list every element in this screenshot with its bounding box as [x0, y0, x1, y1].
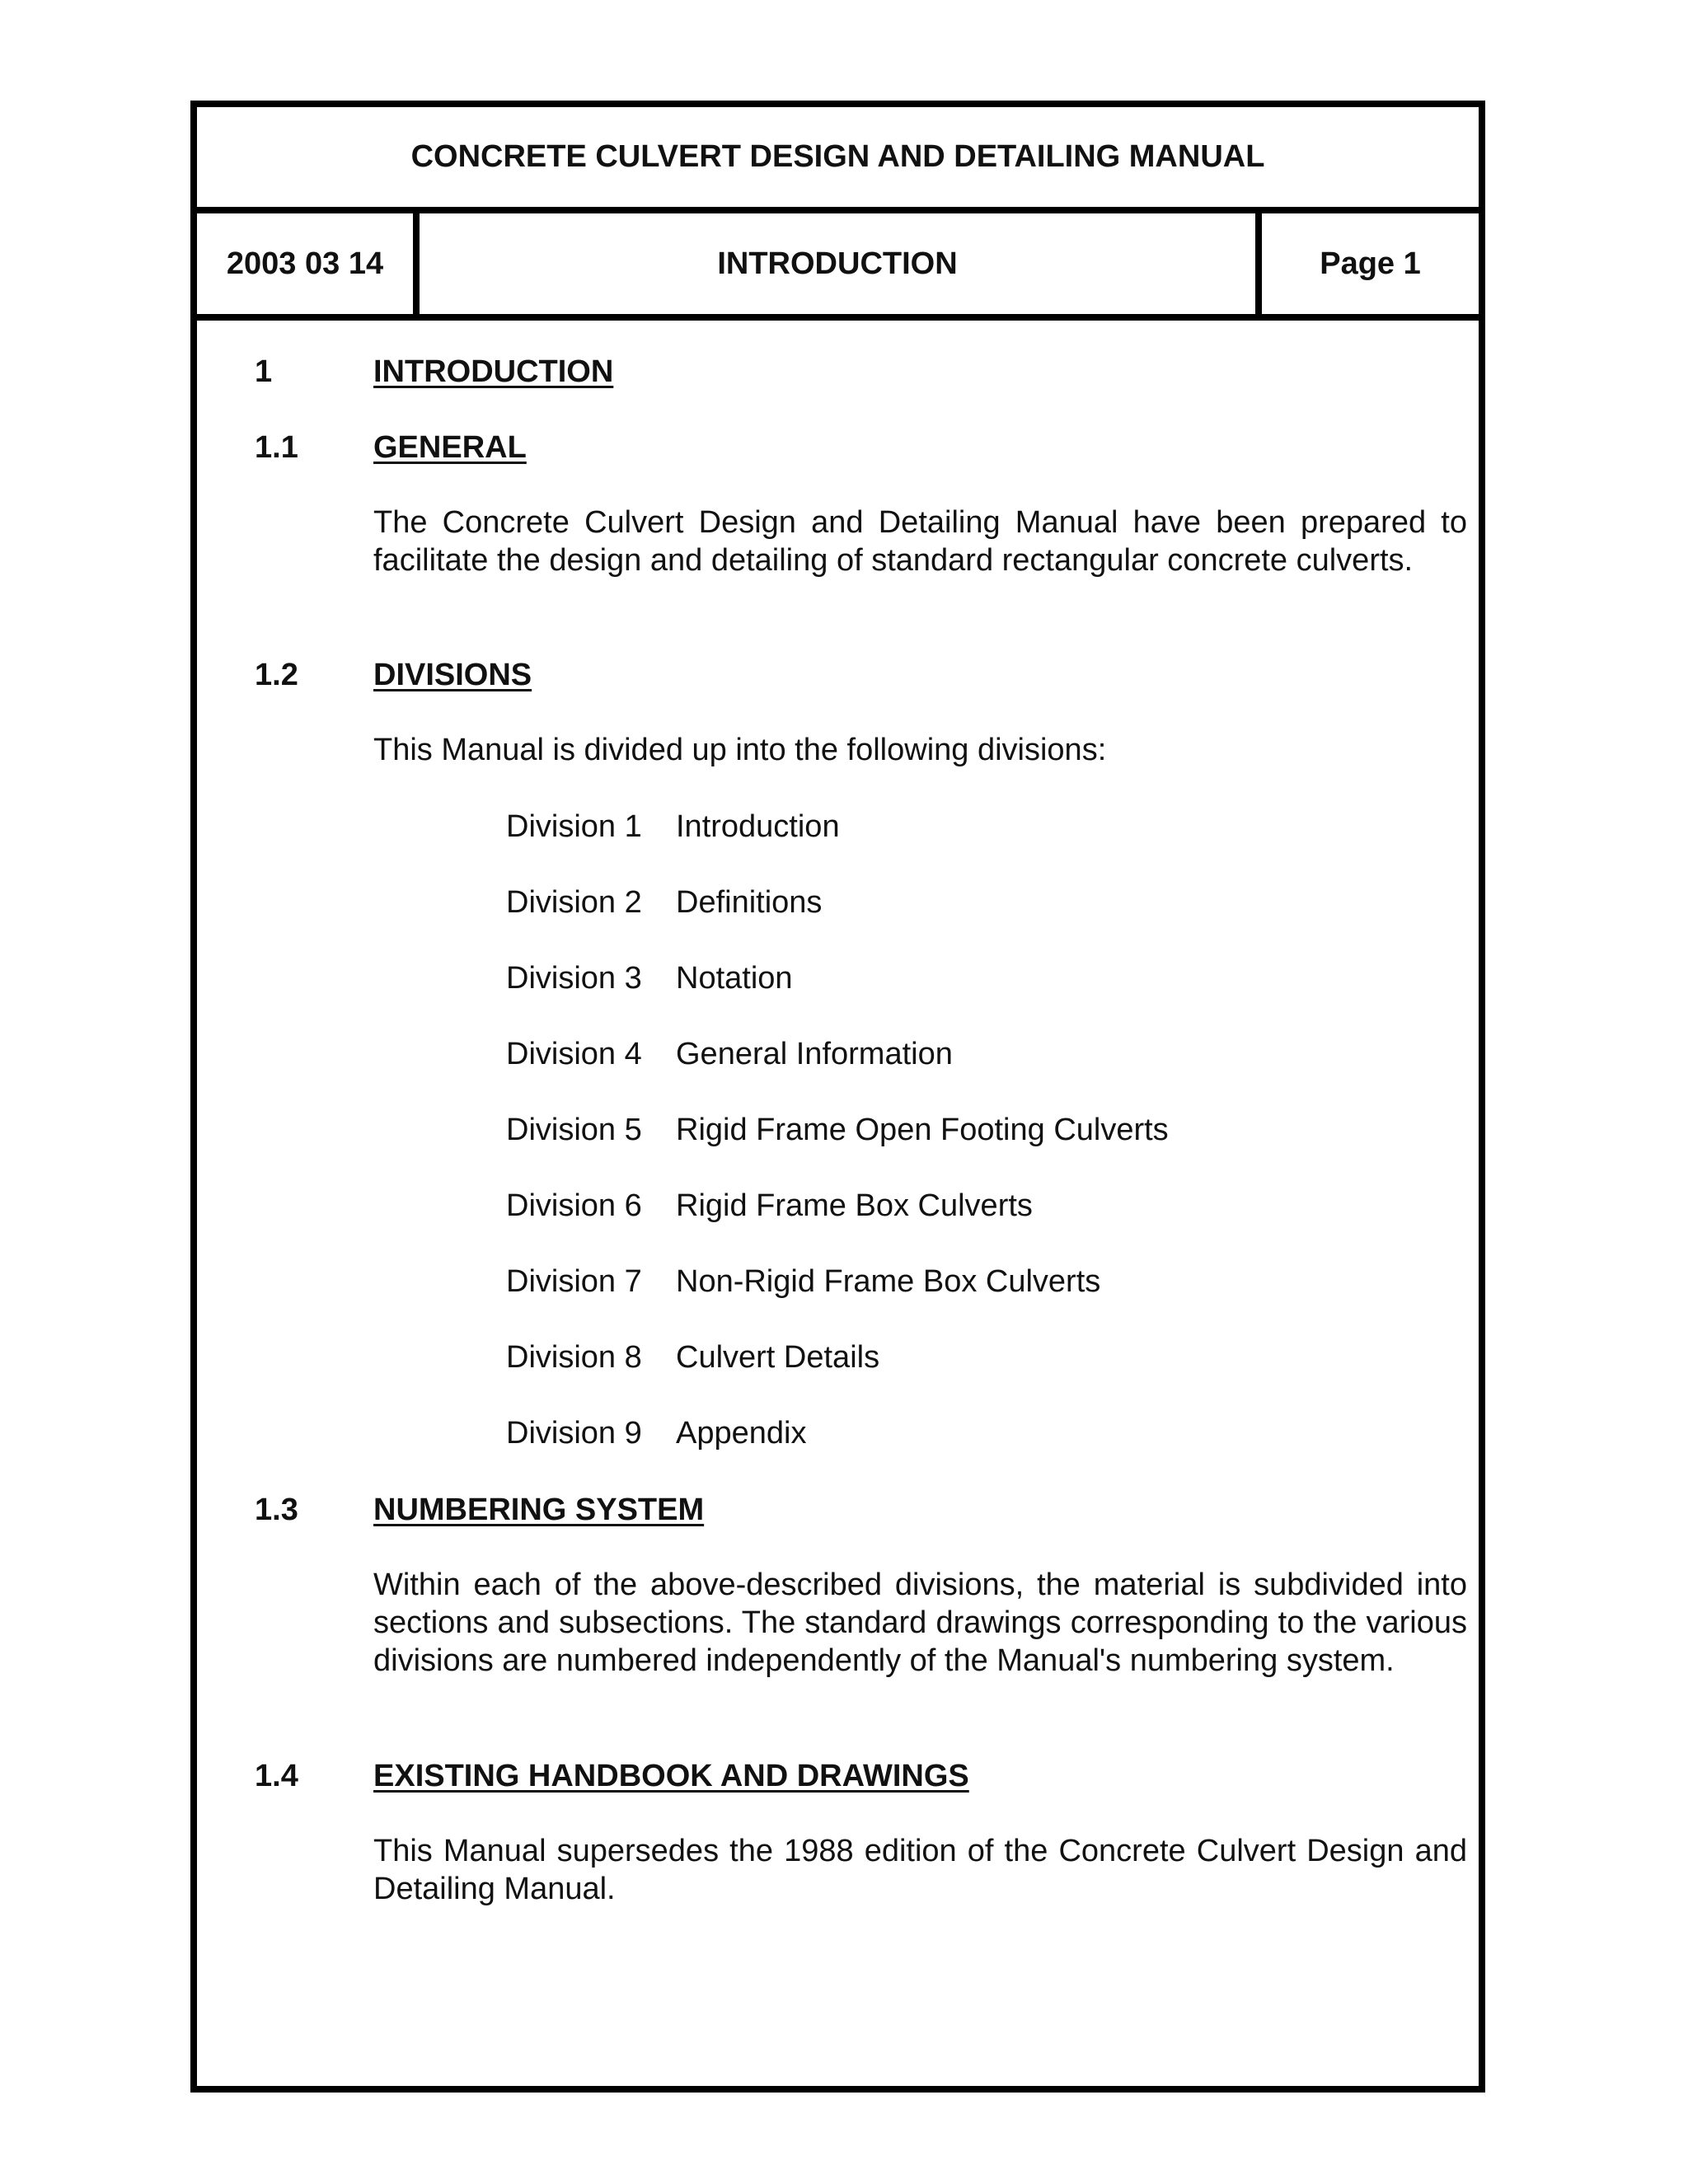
page-body — [197, 107, 1479, 2086]
division-label: Division 4 — [506, 1037, 642, 1071]
division-label: Division 6 — [506, 1188, 642, 1223]
section-paragraph: This Manual supersedes the 1988 edition of the Concrete Culvert Design and Detailing Manual. — [373, 1834, 1467, 1906]
division-label: Division 3 — [506, 961, 642, 996]
section-heading: GENERAL — [373, 430, 527, 465]
section-heading: NUMBERING SYSTEM — [373, 1493, 705, 1527]
section-number: 1.2 — [255, 658, 298, 692]
division-list-item — [506, 1113, 1169, 1148]
division-list-item — [506, 1037, 953, 1072]
division-name: Culvert Details — [676, 1340, 880, 1375]
division-name: Non-Rigid Frame Box Culverts — [676, 1264, 1101, 1299]
division-list-item — [506, 1264, 1100, 1300]
division-list-item — [506, 1188, 1033, 1224]
section-paragraph: Within each of the above-described divisions, the material is subdivided into sections and subsections. The standard drawings corresponding to the various divisions are numbered independently of the Manual's numbering system. — [373, 1568, 1467, 1678]
section-paragraph: The Concrete Culvert Design and Detailing Manual have been prepared to facilitate the design and detailing of standard rectangular concrete culverts. — [373, 505, 1467, 578]
division-name: Introduction — [676, 809, 840, 844]
section-paragraph: This Manual is divided up into the following divisions: — [373, 733, 1107, 767]
section-number: 1 — [255, 354, 273, 389]
division-list-item — [506, 961, 793, 996]
division-label: Division 1 — [506, 809, 642, 844]
division-list-item — [506, 809, 840, 845]
division-name: Notation — [676, 961, 793, 996]
division-name: Rigid Frame Open Footing Culverts — [676, 1113, 1169, 1147]
header-section-title: INTRODUCTION — [420, 213, 1262, 314]
division-label: Division 7 — [506, 1264, 642, 1299]
section-heading: EXISTING HANDBOOK AND DRAWINGS — [373, 1759, 969, 1793]
section-number: 1.4 — [255, 1759, 298, 1793]
division-name: Appendix — [676, 1416, 807, 1451]
division-label: Division 2 — [506, 885, 642, 920]
division-name: General Information — [676, 1037, 953, 1071]
section-number: 1.1 — [255, 430, 298, 465]
header-page-number: Page 1 — [1320, 246, 1421, 281]
division-list-item — [506, 1340, 879, 1376]
page-frame — [190, 101, 1485, 2093]
document-title: CONCRETE CULVERT DESIGN AND DETAILING MANUAL — [197, 107, 1479, 213]
division-name: Definitions — [676, 885, 823, 920]
division-label: Division 5 — [506, 1113, 642, 1147]
section-heading: INTRODUCTION — [373, 354, 614, 389]
section-heading: DIVISIONS — [373, 658, 532, 692]
header-date: 2003 03 14 — [197, 213, 420, 314]
division-label: Division 8 — [506, 1340, 642, 1375]
division-list-item — [506, 1416, 806, 1451]
division-name: Rigid Frame Box Culverts — [676, 1188, 1033, 1223]
division-label: Division 9 — [506, 1416, 642, 1451]
division-list-item — [506, 885, 822, 921]
section-number: 1.3 — [255, 1493, 298, 1527]
